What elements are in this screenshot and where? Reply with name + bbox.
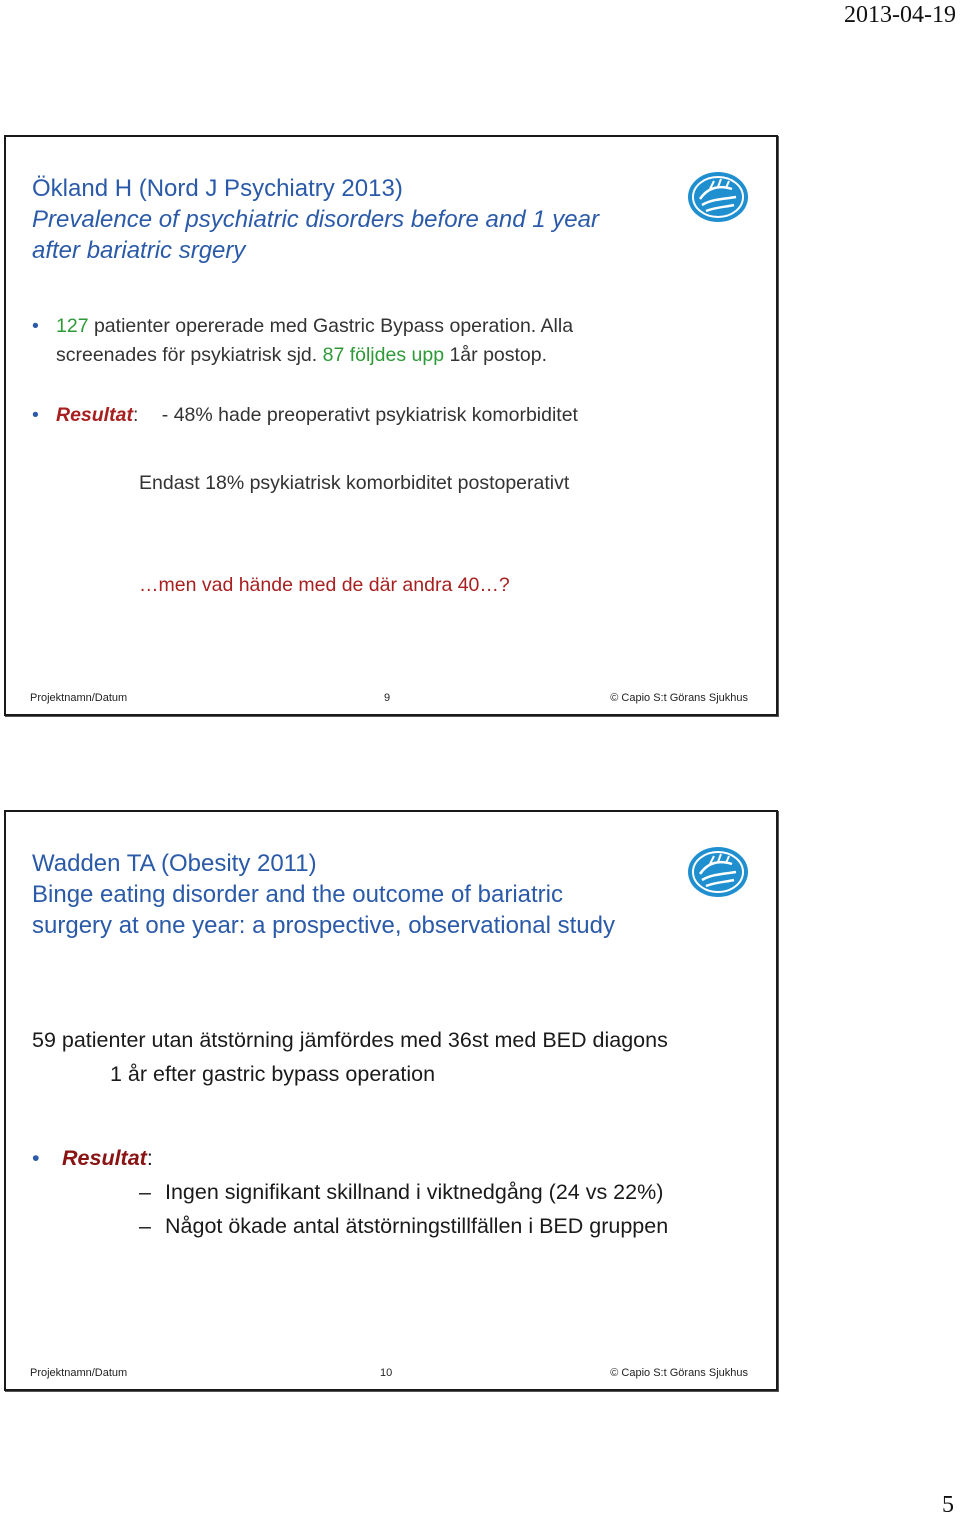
colon: :	[132, 404, 139, 426]
result-label: Resultat	[62, 1146, 147, 1170]
question-line: …men vad hände med de där andra 40…?	[139, 574, 510, 596]
bullet-text: patienter opererade med Gastric Bypass operation. Alla	[88, 315, 574, 337]
bullet-item	[32, 312, 736, 370]
slide-footer	[30, 692, 748, 708]
followup-text: 87 följdes upp	[322, 344, 445, 366]
study-line: 59 patienter utan ätstörning jämfördes med 36st med BED diagons	[32, 1028, 668, 1052]
dash: –	[139, 1214, 151, 1238]
slide-title	[32, 173, 672, 266]
result-label: Resultat	[56, 404, 133, 426]
hand-logo-icon	[686, 169, 750, 225]
sub-bullet	[139, 1175, 765, 1209]
study-line: 1 år efter gastric bypass operation	[110, 1062, 436, 1086]
hand-logo-icon	[686, 844, 750, 900]
title-line: surgery at one year: a prospective, observational study	[32, 912, 615, 939]
title-line: Prevalence of psychiatric disorders before and 1 year	[32, 206, 599, 233]
footer-page-number: 10	[380, 1367, 393, 1379]
slide-title	[32, 848, 672, 941]
sub-bullet	[139, 1209, 765, 1243]
bullet-dot: •	[32, 1146, 40, 1170]
page-date: 2013-04-19	[844, 2, 956, 28]
patient-count: 127	[56, 315, 89, 337]
footer-copyright: © Capio S:t Görans Sjukhus	[610, 692, 748, 704]
sub-bullet-text: Ingen signifikant skillnand i viktnedgång (24 vs 22%)	[165, 1180, 664, 1204]
slide-footer	[30, 1367, 748, 1383]
result-text: - 48% hade preoperativt psykiatrisk komorbiditet	[161, 404, 578, 426]
bullet-text: screenades för psykiatrisk sjd.	[56, 344, 323, 366]
slide-10	[4, 810, 778, 1391]
dash: –	[139, 1180, 151, 1204]
footer-project: Projektnamn/Datum	[30, 1367, 128, 1379]
bullet-dot: •	[32, 404, 39, 426]
bullet-dot: •	[32, 315, 39, 337]
bullet-item	[32, 1141, 662, 1175]
page-number: 5	[942, 1492, 954, 1518]
bullet-item	[32, 401, 736, 430]
title-citation: Ökland H (Nord J Psychiatry 2013)	[32, 175, 403, 202]
title-citation: Wadden TA (Obesity 2011)	[32, 850, 317, 877]
colon: :	[146, 1146, 153, 1170]
footer-project: Projektnamn/Datum	[30, 692, 128, 704]
sub-bullet-text: Något ökade antal ätstörningstillfällen i BED gruppen	[165, 1214, 669, 1238]
footer-page-number: 9	[384, 692, 391, 704]
footer-copyright: © Capio S:t Görans Sjukhus	[610, 1367, 748, 1379]
result-line: Endast 18% psykiatrisk komorbiditet postoperativt	[139, 472, 570, 494]
bullet-text: 1år postop.	[444, 344, 548, 366]
title-line: Binge eating disorder and the outcome of bariatric	[32, 881, 563, 908]
slide-9	[4, 135, 778, 716]
title-line: after bariatric srgery	[32, 237, 246, 264]
